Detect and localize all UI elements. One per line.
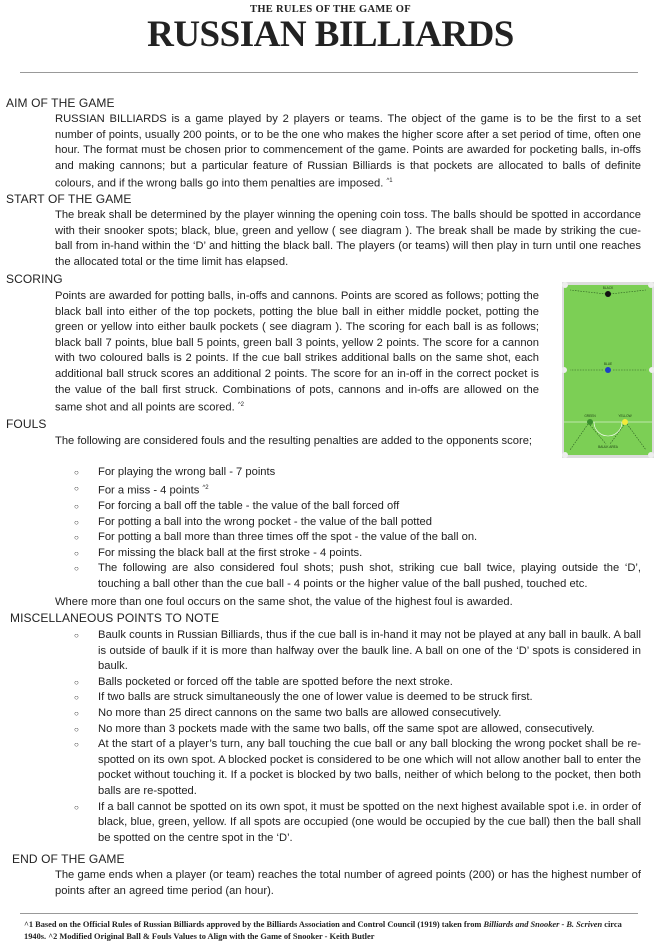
list-item: ○ For potting a ball into the wrong pocket - the value of the ball potted	[55, 515, 641, 531]
label-black: BLACK	[602, 286, 614, 290]
pocket-top-right	[648, 282, 654, 288]
fouls-intro: The following are considered fouls and the resulting penalties are added to the opponents score;	[55, 435, 533, 447]
title-divider	[20, 72, 638, 73]
heading-misc: MISCELLANEOUS POINTS TO NOTE	[10, 611, 220, 625]
pre-title: THE RULES OF THE GAME OF	[250, 4, 411, 15]
list-item: ○ Baulk counts in Russian Billiards, thus if the cue ball is in-hand it may not be played at any ball in baulk. A ball is outside of baulk if it is more than halfway over the baulk line. A ball on one of the ‘D’ spots is considered in baulk.	[55, 628, 641, 675]
heading-start: START OF THE GAME	[6, 192, 132, 206]
aim-text: RUSSIAN BILLIARDS is a game played by 2 players or teams. The object of the game is to be the first to a set number of points, usually 200 points, or to be the one who makes the higher score after a set period of time, often one hour. The format must be chosen prior to commencement of the game. Points are awarded for pocketing balls, in-offs and making cannons; but a particular feature of Russian Billiards is that pockets are allocated to balls of definite colours, and if the wrong balls go into them penalties are imposed.	[55, 113, 641, 191]
heading-fouls: FOULS	[6, 417, 47, 431]
label-yellow: YELLOW	[618, 414, 632, 418]
list-item: ○ For potting a ball more than three times off the spot - the value of the ball on.	[55, 530, 641, 546]
end-paragraph: The game ends when a player (or team) reaches the total number of agreed points (200) or has the highest number of points after an agreed time period (an hour).	[55, 869, 641, 897]
pocket-bottom-left	[562, 452, 568, 458]
list-item: ○ If two balls are struck simultaneously the one of lower value is deemed to be struck first.	[55, 690, 641, 706]
page-title: RUSSIAN BILLIARDS	[147, 14, 514, 55]
list-item: ○ For missing the black ball at the first stroke - 4 points.	[55, 546, 641, 562]
footnote-ref-2: ^2	[237, 402, 244, 409]
list-item: ○ For forcing a ball off the table - the value of the ball forced off	[55, 499, 641, 515]
footnote-divider	[20, 913, 638, 914]
aim-paragraph	[55, 112, 641, 193]
list-item: ○ Balls pocketed or forced off the table are spotted before the next stroke.	[55, 675, 641, 691]
pocket-bottom-right	[648, 452, 654, 458]
label-blue: BLUE	[603, 362, 613, 366]
list-item: ○ No more than 3 pockets made with the same two balls, off the same spot are allowed, consecutively.	[55, 722, 641, 738]
scoring-paragraph	[55, 289, 539, 416]
list-item: ○ If a ball cannot be spotted on its own spot, it must be spotted on the next highest available spot i.e. in order of black, blue, green, yellow. If all spots are occupied (one would be occupied by the cue ball) then the ball shall be spotted on the centre spot in the ‘D’.	[55, 800, 641, 847]
misc-list	[55, 628, 641, 846]
blue-ball	[605, 367, 611, 373]
list-item: ○ For a miss - 4 points $^{\^{}2}$	[55, 481, 641, 499]
green-ball	[587, 419, 593, 425]
heading-scoring: SCORING	[6, 272, 63, 286]
list-item: ○ No more than 25 direct cannons on the same two balls are allowed consecutively.	[55, 706, 641, 722]
list-item: ○ The following are also considered foul shots; push shot, striking cue ball twice, playing outside the ‘D’, touching a ball other than the cue ball - 4 points or the higher value of the ball pushed, touched etc.	[55, 561, 641, 592]
billiard-table-diagram	[562, 282, 654, 458]
fouls-list	[55, 465, 641, 592]
footnote: ^1 Based on the Official Rules of Russian Billiards approved by the Billiards Association and Control Council (1919) taken from Billiards and Snooker - B. Scriven circa 1940s. ^2 Modified Original Ball & Fouls Values to Align with the Game of Snooker - Keith Butler	[24, 920, 622, 941]
list-item: ○ For playing the wrong ball - 7 points	[55, 465, 641, 481]
footnote-ref-2: ^2	[202, 484, 209, 491]
list-item: ○ At the start of a player’s turn, any ball touching the cue ball or any ball blocking the wrong pocket shall be re-spotted on its own spot. A blocked pocket is considered to be one which will not allow another ball to enter the pocket without touching it. If a pocket is blocked by two balls, neither of which belong to the pocket, then both balls are re-spotted.	[55, 737, 641, 799]
black-ball	[605, 291, 611, 297]
start-paragraph: The break shall be determined by the player winning the opening coin toss. The balls should be spotted in accordance with their snooker spots; black, blue, green and yellow ( see diagram ). The break shall be made by striking the cue-ball from in-hand within the ‘D’ and hitting the black ball. The players (or teams) will then play in turn until one reaches the allocated total or the time limit has elapsed.	[55, 209, 641, 268]
scoring-text: Points are awarded for potting balls, in-offs and cannons. Points are scored as follows; potting the black ball into either of the top pockets, potting the blue ball in either middle pocket, potting the green or yellow into either baulk pockets ( see diagram ). The scoring for each ball is as follows; black ball 7 points, blue ball 5 points, green ball 3 points, yellow 2 points. The score for a cannon with two coloured balls is 2 points. If the cue ball strikes additional balls on the same shot, each additional ball struck scores an additional 2 points. The score for an in-off in the correct pocket is the value of the ball first struck. Combinations of pots, cannons and in-offs are allowed on the same shot and all points are scored.	[55, 290, 539, 414]
label-green: GREEN	[584, 414, 596, 418]
heading-end: END OF THE GAME	[12, 852, 125, 866]
pocket-top-left	[562, 282, 568, 288]
fouls-outro: Where more than one foul occurs on the same shot, the value of the highest foul is awarded.	[55, 596, 513, 608]
heading-aim: AIM OF THE GAME	[6, 96, 115, 110]
label-baulk-area: BAULK AREA	[598, 445, 618, 449]
yellow-ball	[622, 419, 628, 425]
book-title: Billiards and Snooker - B. Scriven	[483, 920, 603, 929]
footnote-ref-1: ^1	[386, 178, 393, 185]
